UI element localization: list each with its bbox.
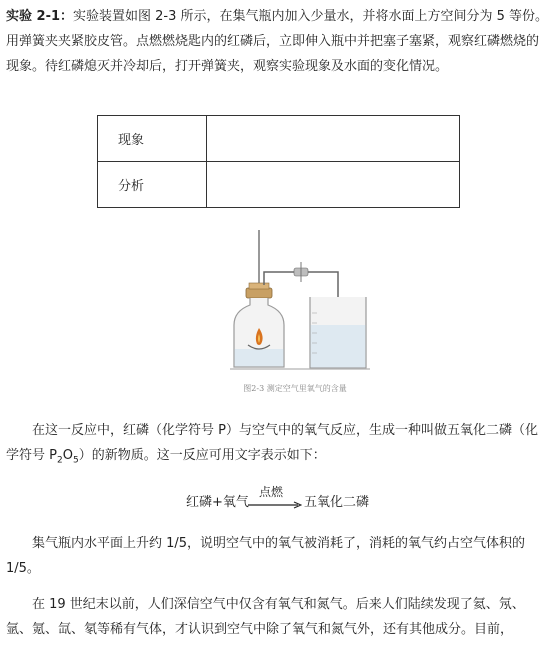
table-row (98, 162, 460, 208)
reaction-text-2: ）的新物质。这一反应可用文字表示如下： (78, 448, 326, 463)
reaction-text-1: 在这一反应中，红磷（化学符号 P）与空气中的氧气反应，生成一种叫做五氧化二磷（化学符号 P (6, 423, 538, 463)
table-cell-analysis (207, 162, 460, 208)
apparatus-figure (220, 225, 370, 395)
formula-subscript-2: 2 (56, 455, 63, 466)
table-row-label-phenomenon: 现象 (98, 116, 207, 162)
table-row-label-analysis: 分析 (98, 162, 207, 208)
table-row (98, 116, 460, 162)
observation-table (97, 115, 460, 208)
oxygen-conclusion-paragraph: 集气瓶内水平面上升约 1/5，说明空气中的氧气被消耗了，消耗的氧气约占空气体积的 1/5。 (6, 536, 526, 576)
experiment-paragraph (6, 4, 550, 79)
formula-subscript-5: 5 (72, 455, 79, 466)
word-equation (186, 483, 386, 517)
experiment-text: 实验装置如图 2-3 所示，在集气瓶内加入少量水，并将水面上方空间分为 5 等份。用弹簧夹夹紧胶皮管。点燃燃烧匙内的红磷后，立即伸入瓶中并把塞子塞紧，观察红磷燃烧的现象。待红磷熄灭并冷却后，打开弹簧夹，观察实验现象及水面的变化情况。 (6, 9, 549, 74)
experiment-label: 实验 2-1： (6, 9, 74, 24)
apparatus-illustration (220, 225, 370, 380)
table-cell-phenomenon (207, 116, 460, 162)
equation-condition: 点燃 (259, 485, 284, 499)
reaction-paragraph (6, 418, 550, 474)
formula-oxygen: O (62, 448, 73, 463)
noble-gases-paragraph: 在 19 世纪末以前，人们深信空气中仅含有氧气和氮气。后来人们陆续发现了氦、氖、氩、氪、氙、氡等稀有气体，才认识到空气中除了氧气和氮气外，还有其他成分。目前， (6, 597, 525, 637)
reaction-arrow-icon (248, 501, 302, 509)
figure-caption: 图2-3 测定空气里氧气的含量 (243, 384, 347, 393)
equation-reactants: 红磷+氧气 (186, 495, 249, 510)
equation-products: 五氧化二磷 (304, 495, 370, 510)
